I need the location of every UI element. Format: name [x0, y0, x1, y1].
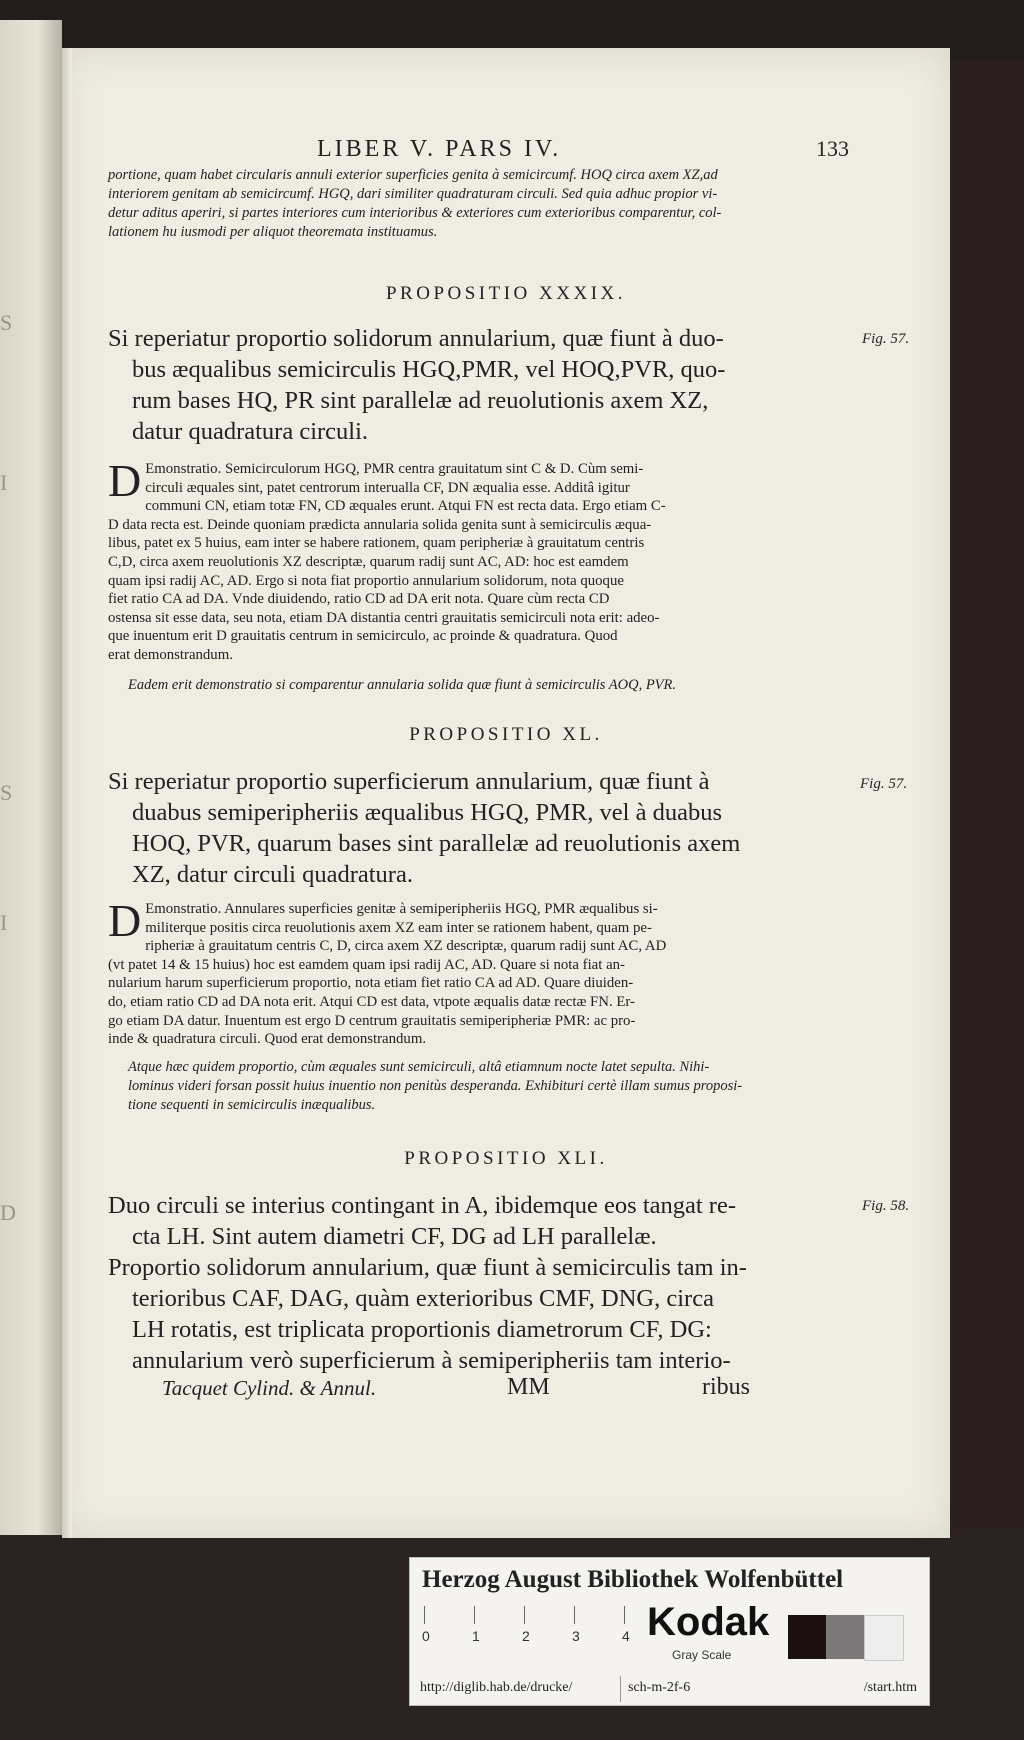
text-line: ostensa sit esse data, seu nota, etiam DA distantia centri grauitatis semicirculi nota erit: adeo-: [108, 609, 660, 626]
running-header: [317, 136, 867, 163]
intro-paragraph: [108, 166, 878, 242]
footer-catchword: ribus: [702, 1374, 750, 1400]
ruler-number: 0: [422, 1628, 430, 1644]
divider: [620, 1676, 621, 1702]
ruler-number: 2: [522, 1628, 530, 1644]
drop-cap: D: [108, 895, 142, 946]
text-line: go etiam DA datur. Inuentum est ergo D centrum grauitatis semiperipheriæ PMR: ac pro-: [108, 1012, 636, 1029]
text-line: (vt patet 14 & 15 huius) hoc est eamdem quam ipsi radij AC, AD. Quare si nota fiat an-: [108, 956, 625, 973]
proposition-41-title: PROPOSITIO XLI.: [404, 1148, 608, 1169]
text-line: Emonstratio. Semicirculorum HGQ, PMR centra grauitatum sint C & D. Cùm semi-: [145, 461, 644, 477]
proposition-41-statement: [108, 1190, 860, 1376]
proposition-40-statement: [108, 766, 858, 890]
page-number: 133: [816, 136, 849, 161]
text-line: LH rotatis, est triplicata proportionis diametrorum CF, DG:: [132, 1316, 712, 1343]
gray-swatch-black: [788, 1615, 826, 1659]
text-line: detur aditus aperiri, si partes interiores cum interioribus & exteriores cum exterioribus comparentur, col-: [108, 205, 722, 221]
text-line: tione sequenti in semicirculis inæqualibus.: [128, 1097, 376, 1113]
text-line: fiet ratio CA ad DA. Vnde diuidendo, ratio CD ad DA erit nota. Quare cùm recta CD: [108, 591, 610, 608]
text-line: terioribus CAF, DAG, quàm exterioribus CMF, DNG, circa: [132, 1285, 714, 1312]
gray-swatch-white: [864, 1615, 904, 1661]
footer-gathering-mark: MM: [507, 1374, 550, 1400]
text-line: Si reperiatur proportio superficierum annularium, quæ fiunt à: [108, 768, 710, 795]
ruler-number: 3: [572, 1628, 580, 1644]
shelfmark: sch-m-2f-6: [628, 1680, 691, 1695]
text-line: Si reperiatur proportio solidorum annularium, quæ fiunt à duo-: [108, 325, 724, 352]
library-url: http://diglib.hab.de/drucke/: [420, 1680, 573, 1695]
text-line: datur quadratura circuli.: [132, 418, 369, 445]
text-line: rum bases HQ, PR sint parallelæ ad reuolutionis axem XZ,: [132, 387, 709, 414]
text-line: communi CN, etiam totæ FN, CD æquales erunt. Atqui FN est recta data. Ergo etiam C-: [145, 498, 666, 515]
drop-cap: D: [108, 455, 142, 506]
facing-page-glyph: I: [0, 910, 8, 935]
proposition-39-statement: [108, 323, 858, 447]
text-line: que inuentum erit D grauitatis centrum in semicirculo, ac proinde & quadratura. Quod: [108, 628, 618, 645]
proposition-39-note: Eadem erit demonstratio si comparentur annularia solida quæ fiunt à semicirculis AOQ, PVR.: [128, 677, 677, 693]
text-line: Duo circuli se interius contingant in A, ibidemque eos tangat re-: [108, 1192, 736, 1219]
ruler-number: 1: [472, 1628, 480, 1644]
text-line: circuli æquales sint, patet centrorum interualla CF, DN æqualia esse. Additâ igitur: [145, 479, 630, 496]
text-line: Proportio solidorum annularium, quæ fiunt à semicirculis tam in-: [108, 1254, 747, 1281]
text-line: lominus videri forsan possit huius inuentio non penitùs desperanda. Exhibituri certè illam sumus proposi-: [128, 1078, 743, 1094]
text-line: interiorem genitam ab semicircumf. HGQ, dari similiter quadraturam circuli. Sed quia adhuc propior vi-: [108, 186, 718, 202]
gray-scale-label: Gray Scale: [672, 1648, 732, 1662]
text-line: XZ, datur circuli quadratura.: [132, 861, 413, 888]
proposition-40-note: [128, 1058, 868, 1115]
scale-ruler: [422, 1606, 662, 1648]
facing-page-glyph: I: [0, 470, 8, 495]
start-link: /start.htm: [863, 1680, 917, 1695]
page-fold-shadow: [62, 48, 72, 1538]
proposition-40-title: PROPOSITIO XL.: [409, 724, 603, 745]
facing-page-glyph: D: [0, 1200, 16, 1225]
text-line: Atque hæc quidem proportio, cùm æquales sunt semicirculi, altâ etiamnum nocte latet sepulta. Nihi-: [128, 1059, 710, 1075]
text-line: militerque positis circa reuolutionis axem XZ eam inter se rationem habent, quam pe-: [145, 919, 652, 936]
text-line: C,D, circa axem reuolutionis XZ descriptæ, quarum radij sunt AC, AD: hoc est eamdem: [108, 553, 629, 570]
text-line: nularium harum superficierum proportio, nota etiam fiet ratio CA ad AD. Quare diuiden-: [108, 975, 634, 992]
facing-page-glyph: S: [0, 310, 13, 335]
text-line: inde & quadratura circuli. Quod erat demonstrandum.: [108, 1031, 427, 1048]
text-line: cta LH. Sint autem diametri CF, DG ad LH parallelæ.: [132, 1223, 657, 1250]
text-line: bus æqualibus semicirculis HGQ,PMR, vel HOQ,PVR, quo-: [132, 356, 726, 383]
text-line: Emonstratio. Annulares superficies genitæ à semiperipheriis HGQ, PMR æqualibus si-: [145, 901, 658, 917]
text-line: quam ipsi radij AC, AD. Ergo si nota fiat proportio annularium solidorum, nota quoque: [108, 572, 624, 589]
facing-page-edge: [0, 20, 62, 1535]
text-line: duabus semiperipheriis æqualibus HGQ, PMR, vel à duabus: [132, 799, 722, 826]
text-line: lationem hu iusmodi per aliquot theoremata instituamus.: [108, 224, 438, 240]
header-title: LIBER V. PARS IV.: [317, 136, 562, 162]
book-page: [62, 48, 950, 1538]
text-line: do, etiam ratio CD ad DA nota erit. Atqui CD est data, vtpote æqualis datæ rectæ FN. Er-: [108, 993, 635, 1010]
kodak-logo: Kodak: [647, 1600, 770, 1644]
library-name: Herzog August Bibliothek Wolfenbüttel: [422, 1566, 844, 1593]
proposition-39-demonstration: [108, 455, 862, 665]
text-line: D data recta est. Deinde quoniam prædicta annularia solida genita sunt à semicirculis æqua-: [108, 516, 652, 533]
footer-signature-title: Tacquet Cylind. & Annul.: [162, 1376, 377, 1400]
text-line: HOQ, PVR, quarum bases sint parallelæ ad reuolutionis axem: [132, 830, 741, 857]
figure-reference: Fig. 57.: [862, 331, 910, 347]
text-line: ripheriæ à grauitatum centris C, D, circa axem XZ descriptæ, quarum radij sunt AC, AD: [145, 938, 667, 955]
text-line: portione, quam habet circularis annuli exterior superficies genita à semicircumf. HOQ circa axem XZ,ad: [108, 167, 718, 183]
gray-swatch-mid: [826, 1615, 864, 1659]
library-color-card: [409, 1557, 930, 1706]
text-line: erat demonstrandum.: [108, 646, 233, 663]
proposition-40-demonstration: [108, 895, 862, 1049]
text-line: annularium verò superficierum à semiperipheriis tam interio-: [132, 1347, 731, 1374]
text-line: libus, patet ex 5 huius, eam inter se habere rationem, quam peripheriæ à grauitatum centris: [108, 535, 645, 552]
proposition-39-title: PROPOSITIO XXXIX.: [385, 283, 626, 304]
figure-reference: Fig. 58.: [862, 1198, 910, 1214]
facing-page-glyph: S: [0, 780, 13, 805]
figure-reference: Fig. 57.: [860, 776, 908, 792]
ruler-number: 4: [622, 1628, 630, 1644]
